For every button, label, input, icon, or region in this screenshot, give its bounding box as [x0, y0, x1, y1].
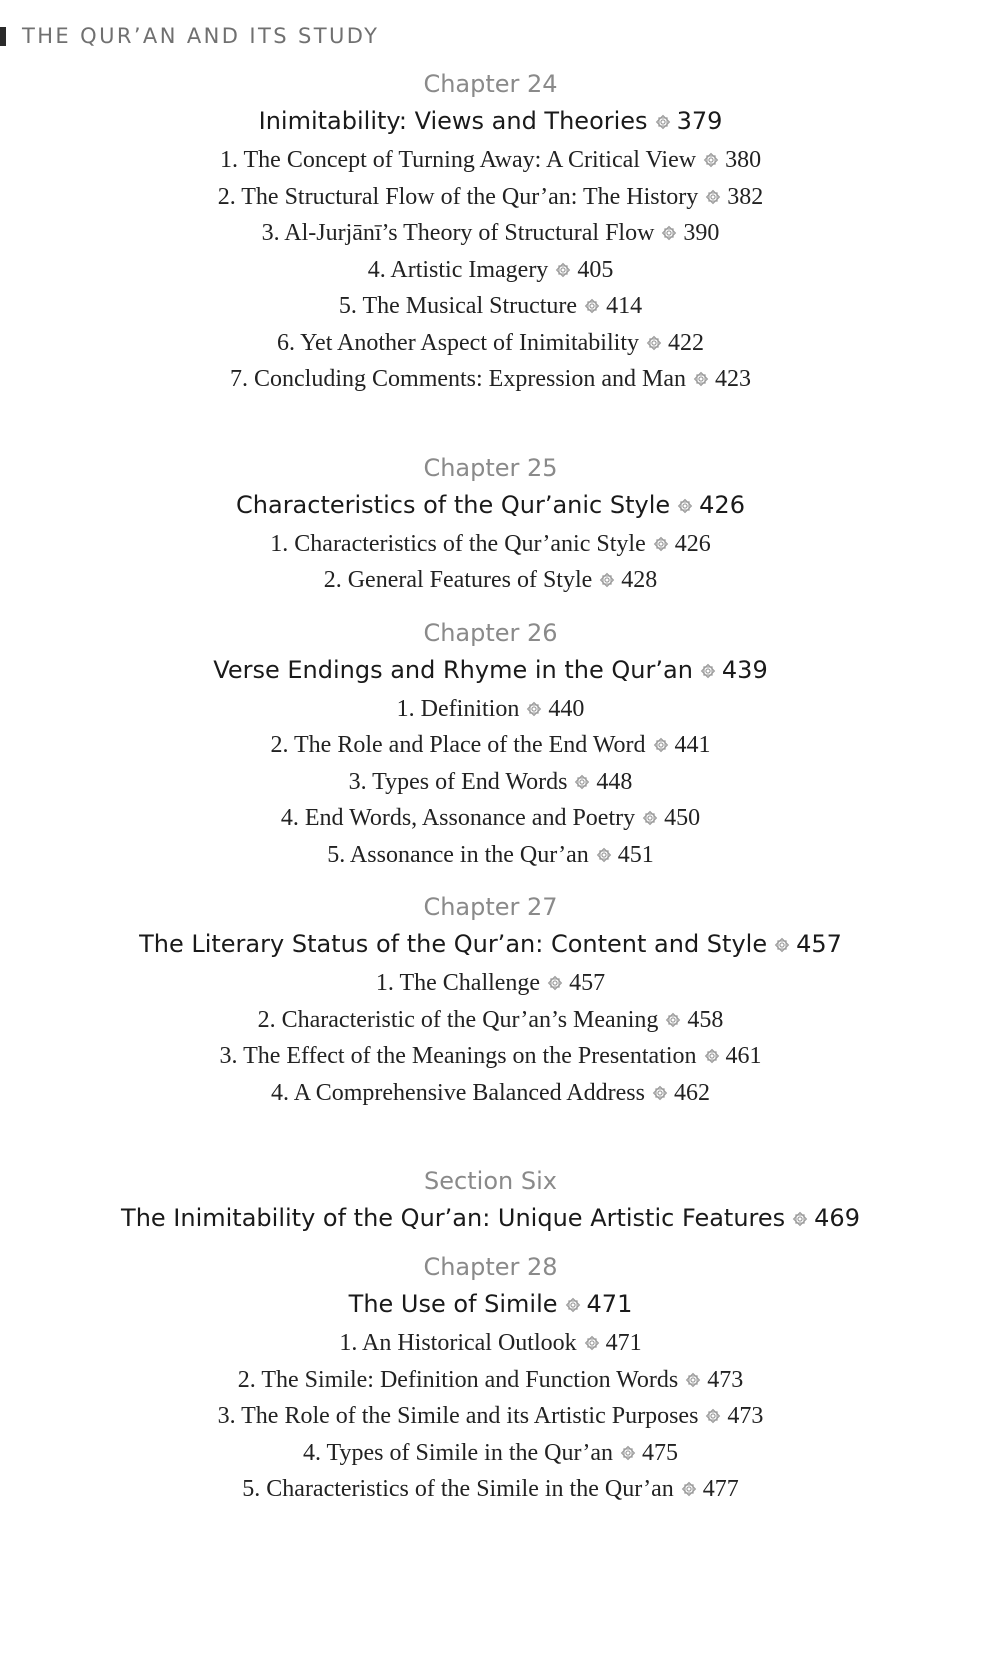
page-number: 414 [606, 293, 643, 319]
star-ornament-icon [699, 662, 717, 680]
chapter-title: The Inimitability of the Qur’an: Unique Artistic Features [121, 1204, 786, 1232]
star-ornament-icon [704, 188, 722, 206]
star-ornament-icon [554, 261, 572, 279]
star-ornament-icon [664, 1011, 682, 1029]
entry-title: 6. Yet Another Aspect of Inimitability [277, 329, 639, 356]
toc-entry[interactable] [0, 325, 981, 362]
star-ornament-icon [652, 736, 670, 754]
toc-entry[interactable] [0, 142, 981, 179]
star-ornament-icon [598, 571, 616, 589]
toc-entry[interactable] [0, 691, 981, 728]
toc-entry[interactable] [0, 965, 981, 1002]
entry-title: 4. Types of Simile in the Qur’an [302, 1439, 614, 1466]
toc-group [0, 70, 981, 398]
page-number: 451 [617, 841, 654, 868]
star-ornament-icon [525, 700, 543, 718]
chapter-label: Chapter 27 [423, 893, 558, 921]
entry-title: 2. Characteristic of the Qur’an’s Meaning [257, 1006, 659, 1033]
chapter-title: The Use of Simile [348, 1290, 558, 1318]
page-number: 471 [586, 1290, 633, 1318]
chapter-label: Chapter 26 [423, 618, 558, 647]
page-number: 422 [667, 329, 704, 356]
toc-entry[interactable] [0, 837, 981, 874]
page-number: 462 [673, 1079, 710, 1106]
star-ornament-icon [564, 1296, 582, 1314]
star-ornament-icon [660, 224, 678, 242]
star-ornament-icon [583, 1334, 601, 1352]
entry-title: 2. The Structural Flow of the Qur’an: The History [217, 183, 699, 210]
entry-title: 2. The Simile: Definition and Function Words [237, 1366, 679, 1393]
star-ornament-icon [583, 297, 601, 315]
star-ornament-icon [595, 846, 613, 864]
entry-title: 7. Concluding Comments: Expression and Man [230, 366, 686, 392]
chapter-title-link[interactable] [0, 655, 981, 685]
toc-entry[interactable] [0, 1075, 981, 1112]
page-number: 426 [699, 490, 745, 519]
star-ornament-icon [645, 334, 663, 352]
star-ornament-icon [676, 497, 694, 515]
entry-title: 3. Al-Jurjānī’s Theory of Structural Flow [261, 220, 655, 246]
page-number: 457 [569, 970, 606, 996]
entry-title: 3. The Effect of the Meanings on the Presentation [219, 1043, 697, 1069]
entry-title: 1. The Concept of Turning Away: A Critical View [219, 147, 697, 173]
page-number: 458 [687, 1006, 724, 1033]
entry-title: 5. The Musical Structure [338, 293, 578, 319]
entry-title: 1. Characteristics of the Qur’anic Style [270, 530, 646, 557]
entry-title: 1. An Historical Outlook [339, 1330, 577, 1356]
entry-title: 3. Types of End Words [348, 768, 568, 795]
star-ornament-icon [619, 1444, 637, 1462]
chapter-title-link[interactable] [0, 1203, 981, 1233]
entry-title: 2. General Features of Style [323, 567, 593, 593]
star-ornament-icon [573, 773, 591, 791]
page-number: 379 [676, 107, 723, 135]
page-number: 440 [548, 695, 585, 722]
toc-group [0, 1167, 981, 1233]
star-ornament-icon [684, 1371, 702, 1389]
chapter-title: Characteristics of the Qur’anic Style [236, 490, 671, 519]
toc-entry[interactable] [0, 800, 981, 837]
star-ornament-icon [773, 936, 791, 954]
star-ornament-icon [652, 535, 670, 553]
page-number: 469 [814, 1204, 860, 1232]
page-number: 457 [796, 930, 842, 958]
running-head [0, 24, 379, 48]
toc-entry[interactable] [0, 1362, 981, 1399]
page-number: 473 [727, 1403, 764, 1429]
star-ornament-icon [654, 113, 672, 131]
entry-title: 1. The Challenge [375, 970, 541, 996]
entry-title: 4. A Comprehensive Balanced Address [271, 1079, 645, 1106]
chapter-title-link[interactable] [0, 106, 981, 136]
page-number: 477 [702, 1476, 739, 1502]
toc-entry[interactable] [0, 727, 981, 764]
page-number: 390 [683, 220, 720, 246]
toc-entry[interactable] [0, 1325, 981, 1362]
entry-title: 3. The Role of the Simile and its Artistic Purposes [217, 1403, 699, 1429]
star-ornament-icon [546, 974, 564, 992]
page-number: 475 [642, 1439, 679, 1466]
page-number: 380 [725, 147, 762, 173]
toc-entry[interactable] [0, 361, 981, 398]
star-ornament-icon [680, 1480, 698, 1498]
star-ornament-icon [692, 370, 710, 388]
page-number: 448 [596, 768, 633, 795]
toc-group [0, 1253, 981, 1508]
entry-title: 4. Artistic Imagery [367, 256, 549, 283]
star-ornament-icon [651, 1084, 669, 1102]
table-of-contents [0, 70, 981, 1508]
toc-entry[interactable] [0, 562, 981, 599]
chapter-label: Chapter 25 [423, 453, 558, 482]
page-number: 428 [621, 567, 658, 593]
toc-entry[interactable] [0, 764, 981, 801]
toc-entry[interactable] [0, 179, 981, 216]
toc-group [0, 619, 981, 874]
page-number: 441 [674, 732, 711, 758]
entry-title: 5. Characteristics of the Simile in the Qur’an [242, 1476, 674, 1502]
chapter-title: Verse Endings and Rhyme in the Qur’an [213, 655, 693, 684]
entry-title: 4. End Words, Assonance and Poetry [280, 805, 636, 831]
chapter-label: Chapter 24 [423, 70, 558, 98]
page-number: 450 [664, 805, 701, 831]
toc-entry[interactable] [0, 526, 981, 563]
toc-entry[interactable] [0, 1435, 981, 1472]
running-head-text: THE QUR’AN AND ITS STUDY [22, 24, 380, 48]
page-number: 439 [721, 655, 768, 684]
page-number: 426 [674, 530, 711, 557]
toc-entry[interactable] [0, 1038, 981, 1075]
entry-title: 1. Definition [396, 695, 520, 722]
toc-entry[interactable] [0, 1471, 981, 1508]
star-ornament-icon [703, 1047, 721, 1065]
chapter-title-link[interactable] [0, 929, 981, 959]
chapter-label: Section Six [424, 1167, 557, 1195]
chapter-title: The Literary Status of the Qur’an: Content and Style [139, 930, 768, 958]
page-number: 473 [707, 1366, 744, 1393]
page-number: 405 [577, 256, 614, 283]
page-number: 423 [714, 366, 751, 392]
running-head-bar [0, 27, 6, 46]
chapter-title-link[interactable] [0, 1289, 981, 1319]
page-number: 471 [605, 1330, 642, 1356]
toc-entry[interactable] [0, 288, 981, 325]
star-ornament-icon [791, 1210, 809, 1228]
entry-title: 2. The Role and Place of the End Word [270, 732, 646, 758]
chapter-title: Inimitability: Views and Theories [258, 107, 648, 135]
toc-entry[interactable] [0, 1398, 981, 1435]
toc-group [0, 454, 981, 599]
entry-title: 5. Assonance in the Qur’an [327, 841, 589, 868]
chapter-label: Chapter 28 [423, 1253, 558, 1281]
toc-entry[interactable] [0, 252, 981, 289]
star-ornament-icon [641, 809, 659, 827]
page-number: 382 [727, 183, 764, 210]
chapter-title-link[interactable] [0, 490, 981, 520]
page-number: 461 [725, 1043, 762, 1069]
star-ornament-icon [704, 1407, 722, 1425]
toc-entry[interactable] [0, 1002, 981, 1039]
toc-group [0, 893, 981, 1111]
toc-entry[interactable] [0, 215, 981, 252]
star-ornament-icon [702, 151, 720, 169]
